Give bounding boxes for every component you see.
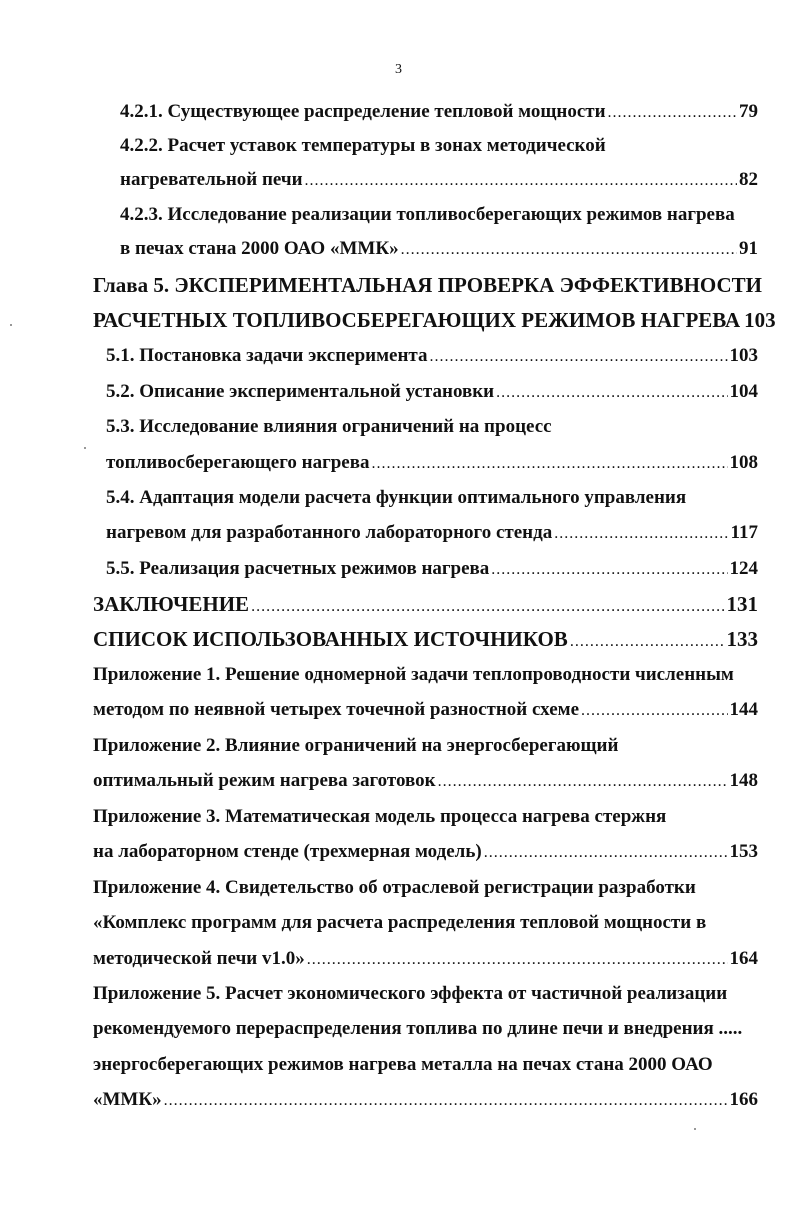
- dot-leader: [570, 630, 725, 654]
- toc-entry-title: Приложение 4. Свидетельство об отраслевой регистрации разработки: [93, 877, 696, 898]
- toc-entry-title: в печах стана 2000 ОАО «ММК»: [120, 238, 399, 259]
- toc-appendix-1-title[interactable]: [93, 663, 758, 687]
- toc-entry-5-1[interactable]: [106, 344, 758, 368]
- toc-entry-page: 148: [729, 770, 758, 791]
- toc-conclusion[interactable]: [93, 592, 758, 616]
- toc-appendix-3-title[interactable]: [93, 805, 758, 829]
- toc-entry-title: 5.5. Реализация расчетных режимов нагрева: [106, 558, 490, 579]
- toc-appendix-4-title[interactable]: [93, 876, 758, 900]
- toc-entry-page: 103: [744, 308, 776, 332]
- toc-entry-title: оптимальный режим нагрева заготовок: [93, 770, 436, 791]
- dot-leader: [554, 522, 728, 546]
- toc-entry-page: 124: [729, 558, 758, 579]
- toc-entry-page: 133: [726, 627, 758, 651]
- toc-entry-title: топливосберегающего нагрева: [106, 452, 370, 473]
- toc-appendix-2[interactable]: [93, 769, 758, 793]
- toc-entry-title: 5.2. Описание экспериментальной установки: [106, 381, 495, 402]
- dot-leader: [401, 238, 737, 262]
- toc-entry-title: «ММК»: [93, 1089, 162, 1110]
- toc-entry-5-2[interactable]: [106, 380, 758, 404]
- toc-entry-page: 91: [739, 238, 758, 259]
- toc-entry-title: РАСЧЕТНЫХ ТОПЛИВОСБЕРЕГАЮЩИХ РЕЖИМОВ НАГРЕВА: [93, 308, 741, 332]
- toc-entry-title: Приложение 1. Решение одномерной задачи теплопроводности численным: [93, 664, 734, 685]
- toc-entry-title: на лабораторном стенде (трехмерная модель): [93, 841, 482, 862]
- toc-entry-title: 4.2.3. Исследование реализации топливосберегающих режимов нагрева: [120, 204, 735, 225]
- toc-entry-4-2-2-title[interactable]: [120, 134, 758, 158]
- toc-entry-title: «Комплекс программ для расчета распределения тепловой мощности в: [93, 912, 707, 933]
- toc-entry-5-4[interactable]: [106, 521, 758, 545]
- dot-leader: [496, 381, 727, 405]
- toc-entry-title: ЗАКЛЮЧЕНИЕ: [93, 592, 250, 616]
- toc-entry-page: 82: [739, 169, 758, 190]
- toc-entry-4-2-2[interactable]: [120, 168, 758, 192]
- toc-appendix-1[interactable]: [93, 698, 758, 722]
- dot-leader: [581, 699, 727, 723]
- toc-entry-page: 103: [729, 345, 758, 366]
- toc-entry-page: 144: [729, 699, 758, 720]
- toc-entry-title: Приложение 3. Математическая модель процесса нагрева стержня: [93, 806, 667, 827]
- toc-appendix-5[interactable]: [93, 1088, 758, 1112]
- dot-leader: [371, 452, 727, 476]
- dot-leader: [484, 841, 728, 865]
- toc-entry-title: СПИСОК ИСПОЛЬЗОВАННЫХ ИСТОЧНИКОВ: [93, 627, 568, 651]
- dot-leader: [608, 101, 737, 125]
- toc-entry-title: Глава 5. ЭКСПЕРИМЕНТАЛЬНАЯ ПРОВЕРКА ЭФФЕКТИВНОСТИ: [93, 273, 763, 297]
- toc-entry-page: 108: [729, 452, 758, 473]
- toc-entry-page: 104: [729, 381, 758, 402]
- toc-entry-title: 4.2.1. Существующее распределение тепловой мощности: [120, 101, 606, 122]
- toc-entry-title: нагревательной печи: [120, 169, 303, 190]
- toc-entry-page: 153: [729, 841, 758, 862]
- toc-entry-4-2-3-title[interactable]: [120, 203, 758, 227]
- dot-leader: [307, 948, 728, 972]
- toc-appendix-2-title[interactable]: [93, 734, 758, 758]
- dot-leader: [305, 169, 737, 193]
- toc-entry-4-2-1[interactable]: [120, 100, 758, 124]
- toc-appendix-3[interactable]: [93, 840, 758, 864]
- dot-leader: [164, 1089, 728, 1113]
- toc-entry-5-3-title[interactable]: [106, 415, 758, 439]
- dot-leader: [438, 770, 728, 794]
- toc-entry-title: 4.2.2. Расчет уставок температуры в зонах методической: [120, 135, 606, 156]
- dot-leader: [251, 595, 724, 619]
- toc-entry-title: 5.3. Исследование влияния ограничений на процесс: [106, 416, 552, 437]
- scan-speck: [10, 324, 12, 326]
- toc-entry-page: 79: [739, 101, 758, 122]
- toc-references[interactable]: [93, 627, 758, 651]
- toc-entry-5-5[interactable]: [106, 557, 758, 581]
- toc-entry-title: Приложение 5. Расчет экономического эффекта от частичной реализации: [93, 983, 728, 1004]
- toc-entry-4-2-3[interactable]: [120, 237, 758, 261]
- toc-entry-title: Приложение 2. Влияние ограничений на энергосберегающий: [93, 735, 619, 756]
- toc-entry-title: методической печи v1.0»: [93, 948, 305, 969]
- scan-speck: [694, 1128, 696, 1130]
- toc-entry-page: 166: [729, 1089, 758, 1110]
- toc-entry-title: методом по неявной четырех точечной разностной схеме: [93, 699, 580, 720]
- dot-leader: [429, 345, 727, 369]
- toc-appendix-5-title[interactable]: [93, 982, 758, 1006]
- scan-speck: [84, 447, 86, 449]
- toc-chapter-5[interactable]: [93, 308, 776, 332]
- toc-appendix-5-title-cont-1[interactable]: [93, 1017, 758, 1041]
- toc-entry-title: 5.1. Постановка задачи эксперимента: [106, 345, 428, 366]
- toc-entry-5-4-title[interactable]: [106, 486, 758, 510]
- toc-entry-page: 164: [729, 948, 758, 969]
- toc-entry-page: 131: [726, 592, 758, 616]
- page-number: 3: [395, 62, 402, 77]
- toc-entry-title: рекомендуемого перераспределения топлива по длине печи и внедрения .....: [93, 1018, 743, 1039]
- toc-appendix-5-title-cont-2[interactable]: [93, 1053, 758, 1077]
- toc-entry-title: нагревом для разработанного лабораторного стенда: [106, 522, 553, 543]
- toc-appendix-4[interactable]: [93, 947, 758, 971]
- toc-entry-title: 5.4. Адаптация модели расчета функции оптимального управления: [106, 487, 687, 508]
- toc-appendix-4-title-cont[interactable]: [93, 911, 758, 935]
- toc-entry-title: энергосберегающих режимов нагрева металла на печах стана 2000 ОАО: [93, 1054, 713, 1075]
- toc-chapter-5-title[interactable]: [93, 273, 763, 297]
- toc-entry-5-3[interactable]: [106, 451, 758, 475]
- toc-entry-page: 117: [730, 522, 758, 543]
- dot-leader: [491, 558, 727, 582]
